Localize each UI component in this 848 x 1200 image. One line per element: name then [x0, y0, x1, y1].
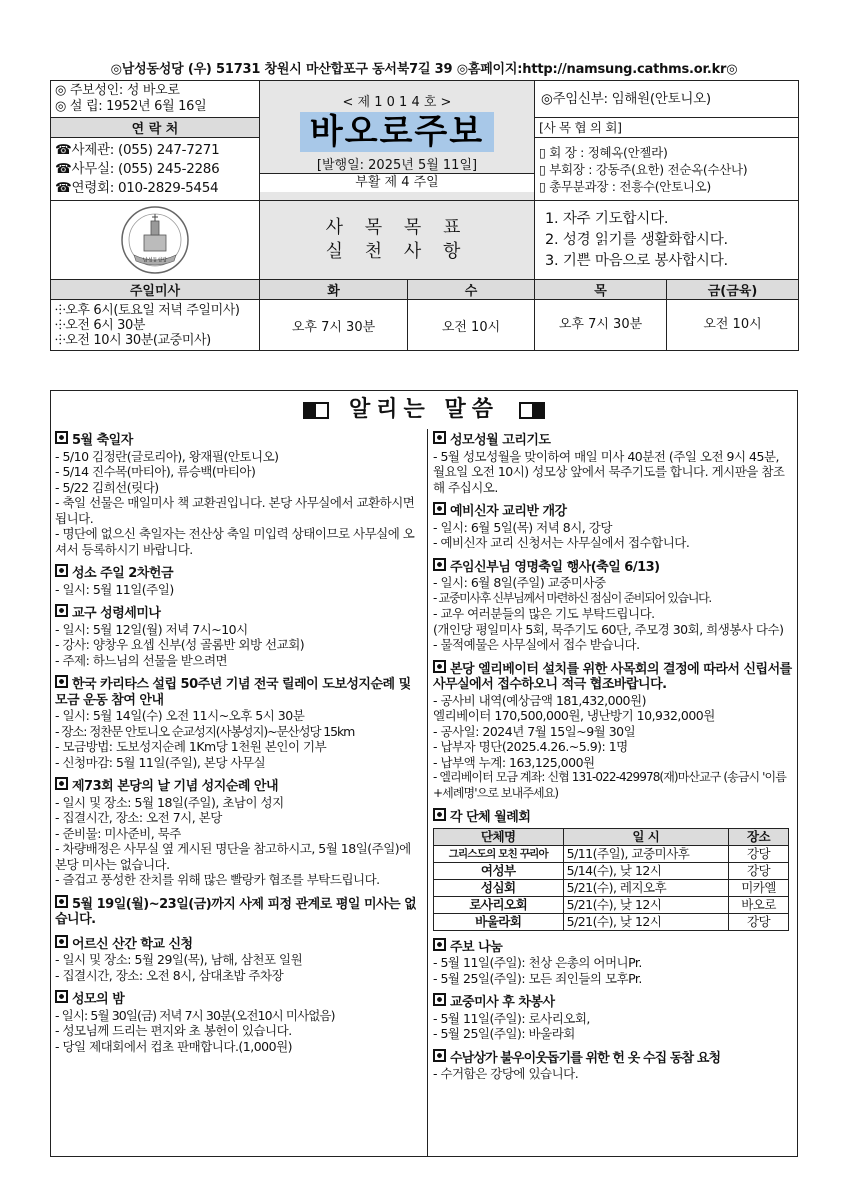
pastoral-goal-heading [260, 201, 535, 280]
group-name: 성심회 [434, 879, 564, 896]
patron-info [51, 81, 260, 118]
notice-line: - 모금방법: 도보성지순례 1Km당 1천원 본인이 기부 [55, 739, 327, 754]
notice-line: - 집결시간, 장소: 오전 7시, 본당 [55, 810, 222, 825]
publication-date: [발행일: 2025년 5월 11일] [316, 158, 478, 173]
group-place: 강당 [729, 913, 789, 930]
section-heading: 한국 카리타스 설립 50주년 기념 전국 릴레이 도보성지순례 및 모금 운동 참여 안내 [55, 677, 411, 708]
bullet-icon [433, 993, 446, 1006]
group-place: 강당 [729, 862, 789, 879]
notice-line: - 5월 11일(주일): 천상 은총의 어머니Pr. [433, 955, 642, 970]
notice-line: - 명단에 없으신 축일자는 전산상 축일 미입력 상태이므로 사무실에 오셔서 등록하시기 바랍니다. [55, 526, 415, 557]
notice-line: 엘리베이터 170,500,000원, 냉난방기 10,932,000원 [433, 708, 715, 723]
sunday-mass-3: ⸭오전 10시 30분(교중미사) [55, 332, 211, 348]
parish-logo-icon [120, 205, 190, 275]
notice-line: - 예비신자 교리 신청서는 사무실에서 접수합니다. [433, 535, 690, 550]
notice-line: - 일시: 5월 11일(주일) [55, 581, 174, 597]
notice-spirit-seminar [55, 604, 423, 668]
notice-line: - 수거함은 강당에 있습니다. [433, 1066, 579, 1081]
group-name: 여성부 [434, 862, 564, 879]
notice-catechumen-class [433, 502, 793, 551]
notice-line: - 교중미사후 신부님께서 마련하신 점심이 준비되어 있습니다. [433, 590, 711, 605]
mass-wed-time: 오전 10시 [408, 300, 535, 351]
notice-senior-school [55, 935, 423, 984]
notice-line: - 일시 및 장소: 5월 18일(주일), 초남이 성지 [55, 794, 284, 810]
bulletin-title: 바오로주보 [300, 112, 494, 152]
notice-line: - 5/10 김정란(글로리아), 왕재필(안토니오) [55, 448, 279, 464]
group-time: 5/21(수), 낮 12시 [563, 913, 729, 930]
notice-feast-days [55, 431, 423, 557]
notices-title: 알리는 말씀 [349, 397, 499, 422]
bullet-icon [55, 604, 68, 617]
notice-line: - 일시: 5월 12일(월) 저녁 7시~10시 [55, 621, 248, 637]
mass-thu-fri-times [535, 300, 799, 351]
goal-line-2: 실 천 사 항 [325, 241, 469, 262]
header-table [50, 80, 799, 351]
council-members [535, 138, 799, 201]
notice-line: - 5월 11일(주일): 로사리오회, [433, 1010, 590, 1026]
notice-line: - 집결시간, 장소: 오전 8시, 삼대초밥 주차장 [55, 967, 284, 983]
group-place: 미카엘 [729, 879, 789, 896]
notice-clothes-drive [433, 1049, 793, 1082]
notice-line: - 주제: 하느님의 선물을 받으려면 [55, 652, 228, 668]
notice-line: - 교우 여러분들의 많은 기도 부탁드립니다. [433, 606, 655, 621]
notice-line: - 당일 제대회에서 컵초 판매합니다.(1,000원) [55, 1038, 293, 1054]
notice-line: - 일시: 6월 8일(주일) 교중미사중 [433, 575, 606, 590]
group-name: 로사리오회 [434, 896, 564, 913]
bullet-icon [55, 675, 68, 688]
section-heading: 주보 나눔 [450, 939, 503, 955]
liturgical-season: 부활 제 4 주일 [260, 173, 534, 192]
group-time: 5/21(수), 낮 12시 [563, 896, 729, 913]
section-heading: 교중미사 후 차봉사 [450, 995, 555, 1010]
notice-line: - 5월 25일(주일): 바울라회 [433, 1026, 575, 1041]
notice-line: - 축일 선물은 매일미사 책 교환권입니다. 본당 사무실에서 교환하시면 됩니다. [55, 495, 415, 526]
notices-frame [50, 390, 798, 1157]
table-row [434, 879, 789, 896]
mass-fri-time: 오전 10시 [703, 317, 762, 332]
notice-rosary-chain [433, 431, 793, 495]
parish-address-line: ◎남성동성당 (우) 51731 창원시 마산합포구 동서북7길 39 ◎홈페이지:http://namsung.cathms.or.kr◎ [110, 62, 738, 77]
founded-date: ◎ 설 립: 1952년 6월 16일 [55, 99, 207, 114]
notice-line: - 즐겁고 풍성한 잔치를 위해 많은 빨랑카 협조를 부탁드립니다. [55, 872, 380, 887]
notice-group-meetings [433, 808, 793, 931]
group-place: 바오로 [729, 896, 789, 913]
mass-sunday-times [51, 300, 260, 351]
goal-line-1: 사 목 목 표 [325, 217, 469, 238]
mass-head-fri: 금(금육) [707, 284, 758, 299]
notice-caritas-pilgrimage [55, 675, 423, 770]
sunday-mass-2: ⸭오전 6시 30분 [55, 317, 145, 333]
goal-item-1: 1. 자주 기도합시다. [545, 210, 669, 227]
goal-item-2: 2. 성경 읽기를 생활화합시다. [545, 231, 728, 248]
notice-line: - 준비물: 미사준비, 묵주 [55, 825, 181, 841]
notice-line: - 납부자 명단(2025.4.26.~5.9): 1명 [433, 739, 628, 754]
sunday-mass-1: ⸭오후 6시(토요일 저녁 주일미사) [55, 302, 240, 318]
bulletin-title-block [260, 81, 535, 201]
table-row [434, 862, 789, 879]
notice-bulletin-sharing [433, 938, 793, 987]
group-name: 그리스도의 모친 꾸리아 [434, 845, 564, 862]
notice-line: - 납부액 누계: 163,125,000원 [433, 754, 595, 770]
bullet-icon [433, 808, 446, 821]
pastor-name: ◎주임신부: 임해원(안토니오) [535, 81, 799, 118]
bullet-icon [55, 895, 68, 908]
patron-saint: ◎ 주보성인: 성 바오로 [55, 83, 180, 98]
notice-line: - 신청마감: 5월 11일(주일), 본당 사무실 [55, 754, 266, 770]
notice-parish-day [55, 777, 423, 888]
mass-head-tue: 화 [260, 280, 408, 300]
group-meetings-table [433, 828, 789, 931]
svg-text:남성동성당: 남성동성당 [142, 257, 168, 264]
notice-line: - 5월 성모성월을 맞이하여 매일 미사 40분전 (주일 오전 9시 45분, 월요일 오전 10시) 성모상 앞에서 묵주기도를 합니다. 게시판을 참조해 주십시오. [433, 448, 785, 495]
mass-head-sunday: 주일미사 [51, 280, 260, 300]
section-heading: 성소 주일 2차헌금 [72, 566, 174, 581]
group-head-name: 단체명 [434, 828, 564, 845]
phone-funeral: ☎연령회: 010-2829-5454 [55, 179, 219, 196]
bullet-icon [55, 990, 68, 1003]
group-place: 강당 [729, 845, 789, 862]
section-heading: 본당 엘리베이터 설치를 위한 사목회의 결정에 따라서 신립서를 사무실에서 접수하오니 적극 협조바랍니다. [433, 661, 792, 692]
notice-line: (개인당 평일미사 5회, 묵주기도 60단, 주모경 30회, 희생봉사 다수) [433, 621, 784, 637]
notice-vocation-collection [55, 564, 423, 597]
mass-tue-time: 오후 7시 30분 [260, 300, 408, 351]
notice-line: - 엘리베이터 모금 계좌: 신협 131-022-429978(재)마산교구 (송금시 '이름+세례명'으로 보내주세요) [433, 770, 786, 800]
mass-head-thu-fri [535, 280, 799, 300]
notice-line: - 차량배정은 사무실 옆 게시된 명단을 참고하시고, 5월 18일(주일)에 본당 미사는 없습니다. [55, 841, 411, 872]
group-time: 5/21(수), 레지오후 [563, 879, 729, 896]
contact-label: 연 락 처 [51, 118, 260, 138]
section-heading: 교구 성령세미나 [72, 606, 161, 621]
section-heading: 수남상가 불우이웃돕기를 위한 헌 옷 수집 동참 요청 [450, 1050, 721, 1066]
section-heading: 성모성월 고리기도 [450, 433, 551, 448]
group-time: 5/11(주일), 교중미사후 [563, 845, 729, 862]
bullet-icon [433, 431, 446, 444]
section-heading: 각 단체 월례회 [450, 810, 531, 825]
bullet-icon [55, 935, 68, 948]
notice-line: - 성모님께 드리는 편지와 초 봉헌이 있습니다. [55, 1023, 292, 1038]
table-row [434, 845, 789, 862]
notice-line: - 일시: 6월 5일(목) 저녁 8시, 강당 [433, 519, 612, 535]
phone-rectory: ☎사제관: (055) 247-7271 [55, 141, 220, 158]
notice-line: - 공사비 내역(예상금액 181,432,000원) [433, 692, 646, 708]
bullet-icon [55, 564, 68, 577]
council-president: ▯ 회 장 : 정혜옥(안젤라) [539, 144, 668, 160]
notice-tea-service [433, 993, 793, 1042]
notice-line: - 일시: 5월 14일(수) 오전 11시~오후 5시 30분 [55, 708, 305, 723]
notice-line: - 장소: 정찬문 안토니오 순교성지(사봉성지)~문산성당 15km [55, 723, 355, 739]
notice-line: - 일시: 5월 30일(금) 저녁 7시 30분(오전10시 미사없음) [55, 1007, 335, 1023]
notice-line: - 물적예물은 사무실에서 접수 받습니다. [433, 637, 640, 652]
notice-pastor-feast [433, 558, 793, 653]
group-head-place: 장소 [729, 828, 789, 845]
notices-right-column [433, 431, 793, 1089]
notice-line: - 공사일: 2024년 7월 15일~9월 30일 [433, 723, 636, 739]
group-time: 5/14(수), 낮 12시 [563, 862, 729, 879]
bullet-icon [55, 431, 68, 444]
bullet-icon [55, 777, 68, 790]
section-heading: 5월 19일(월)~23일(금)까지 사제 피정 관계로 평일 미사는 없습니다. [55, 896, 417, 927]
section-heading: 주임신부님 영명축일 행사(축일 6/13) [450, 559, 660, 575]
mass-thu-time: 오후 7시 30분 [535, 300, 667, 350]
issue-number: < 제 1 0 1 4 호 > [342, 95, 452, 110]
notice-line: - 강사: 양창우 요셉 신부(성 골롬반 외방 선교회) [55, 637, 305, 652]
notice-retreat [55, 895, 423, 928]
notices-left-column [55, 431, 423, 1061]
section-heading: 제73회 본당의 날 기념 성지순례 안내 [72, 779, 279, 794]
table-row [434, 913, 789, 930]
pastoral-goals [535, 201, 799, 280]
logo-cell [51, 201, 260, 280]
section-heading: 예비신자 교리반 개강 [450, 504, 567, 519]
notice-line: - 5/22 김희선(릿다) [55, 479, 159, 495]
bullet-icon [433, 558, 446, 571]
mass-head-wed: 수 [408, 280, 535, 300]
notice-line: - 5/14 진수목(마티아), 류승백(마티아) [55, 464, 256, 479]
notices-banner [51, 391, 797, 429]
bullet-icon [433, 660, 446, 673]
section-heading: 5월 축일자 [72, 433, 133, 448]
group-name: 바울라회 [434, 913, 564, 930]
banner-left-icon [303, 402, 329, 419]
notice-marian-night [55, 990, 423, 1054]
phone-office: ☎사무실: (055) 245-2286 [55, 160, 220, 177]
council-secretary: ▯ 총무분과장 : 전흥수(안토니오) [539, 178, 711, 194]
bullet-icon [433, 1049, 446, 1062]
bullet-icon [433, 502, 446, 515]
section-heading: 어르신 산간 학교 신청 [72, 936, 193, 952]
council-label: [사 목 협 의 회] [535, 118, 799, 138]
goal-item-3: 3. 기쁜 마음으로 봉사합시다. [545, 252, 728, 269]
banner-right-icon [519, 402, 545, 419]
section-heading: 성모의 밤 [72, 992, 125, 1007]
notice-elevator [433, 660, 793, 802]
bullet-icon [433, 938, 446, 951]
notice-line: - 5월 25일(주일): 모든 죄인들의 모후Pr. [433, 970, 642, 986]
group-head-time: 일 시 [563, 828, 729, 845]
notice-line: - 일시 및 장소: 5월 29일(목), 남해, 삼천포 일원 [55, 952, 303, 967]
contact-phones [51, 138, 260, 201]
council-vice: ▯ 부회장 : 강동주(요한) 전순옥(수산나) [539, 161, 748, 177]
mass-head-thu: 목 [535, 280, 667, 299]
column-divider [427, 429, 428, 1156]
table-row [434, 896, 789, 913]
